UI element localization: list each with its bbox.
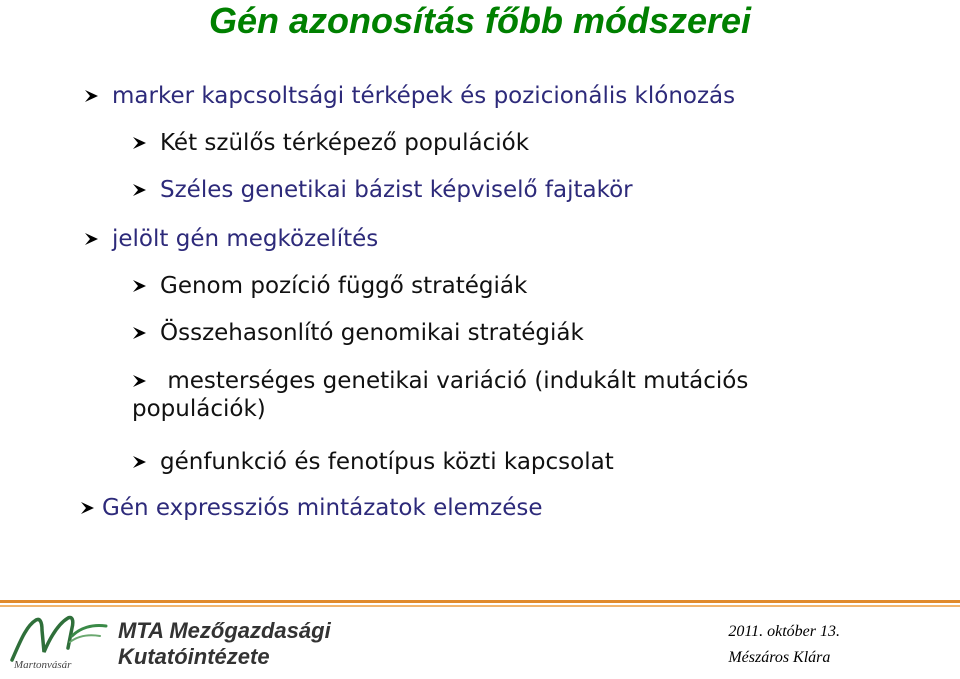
arrow-bullet-icon	[80, 494, 102, 515]
list-item	[132, 129, 529, 157]
arrow-bullet-icon	[132, 367, 160, 388]
list-item-text: jelölt gén megközelítés	[112, 226, 379, 252]
list-item-text: mesterséges genetikai variáció (indukált mutációs populációk)	[132, 368, 749, 422]
arrow-bullet-icon	[132, 272, 160, 293]
list-item	[132, 319, 584, 347]
list-item	[132, 367, 812, 423]
date: 2011. október 13.	[728, 623, 840, 640]
footer-divider	[0, 605, 960, 607]
author: Mészáros Klára	[728, 649, 831, 666]
list-item	[84, 225, 378, 253]
list-item-text: Genom pozíció függő stratégiák	[160, 273, 528, 299]
arrow-bullet-icon	[84, 225, 112, 246]
institute-name	[118, 618, 331, 670]
slide-title: Gén azonosítás főbb módszerei	[208, 0, 752, 41]
arrow-bullet-icon	[132, 129, 160, 150]
list-item-text: Gén expressziós mintázatok elemzése	[102, 495, 543, 521]
logo-text: Martonvásár	[14, 659, 72, 671]
list-item-text: marker kapcsoltsági térképek és pozicionális klónozás	[112, 83, 736, 109]
list-item	[132, 272, 527, 300]
arrow-bullet-icon	[132, 448, 160, 469]
list-item	[132, 176, 633, 204]
list-item	[84, 82, 735, 110]
institute-name-line2: Kutatóintézete	[118, 644, 270, 669]
arrow-bullet-icon	[132, 319, 160, 340]
arrow-bullet-icon	[132, 176, 160, 197]
institute-name-line1: MTA Mezőgazdasági	[118, 618, 331, 643]
arrow-bullet-icon	[84, 82, 112, 103]
list-item	[80, 494, 543, 522]
list-item-text: Két szülős térképező populációk	[160, 130, 530, 156]
slide-meta	[728, 619, 840, 671]
list-item-text: Széles genetikai bázist képviselő fajtakör	[160, 177, 633, 203]
list-item-text: Összehasonlító genomikai stratégiák	[160, 320, 584, 346]
footer-divider	[0, 600, 960, 603]
list-item	[132, 448, 614, 476]
list-item-text: génfunkció és fenotípus közti kapcsolat	[160, 449, 614, 475]
